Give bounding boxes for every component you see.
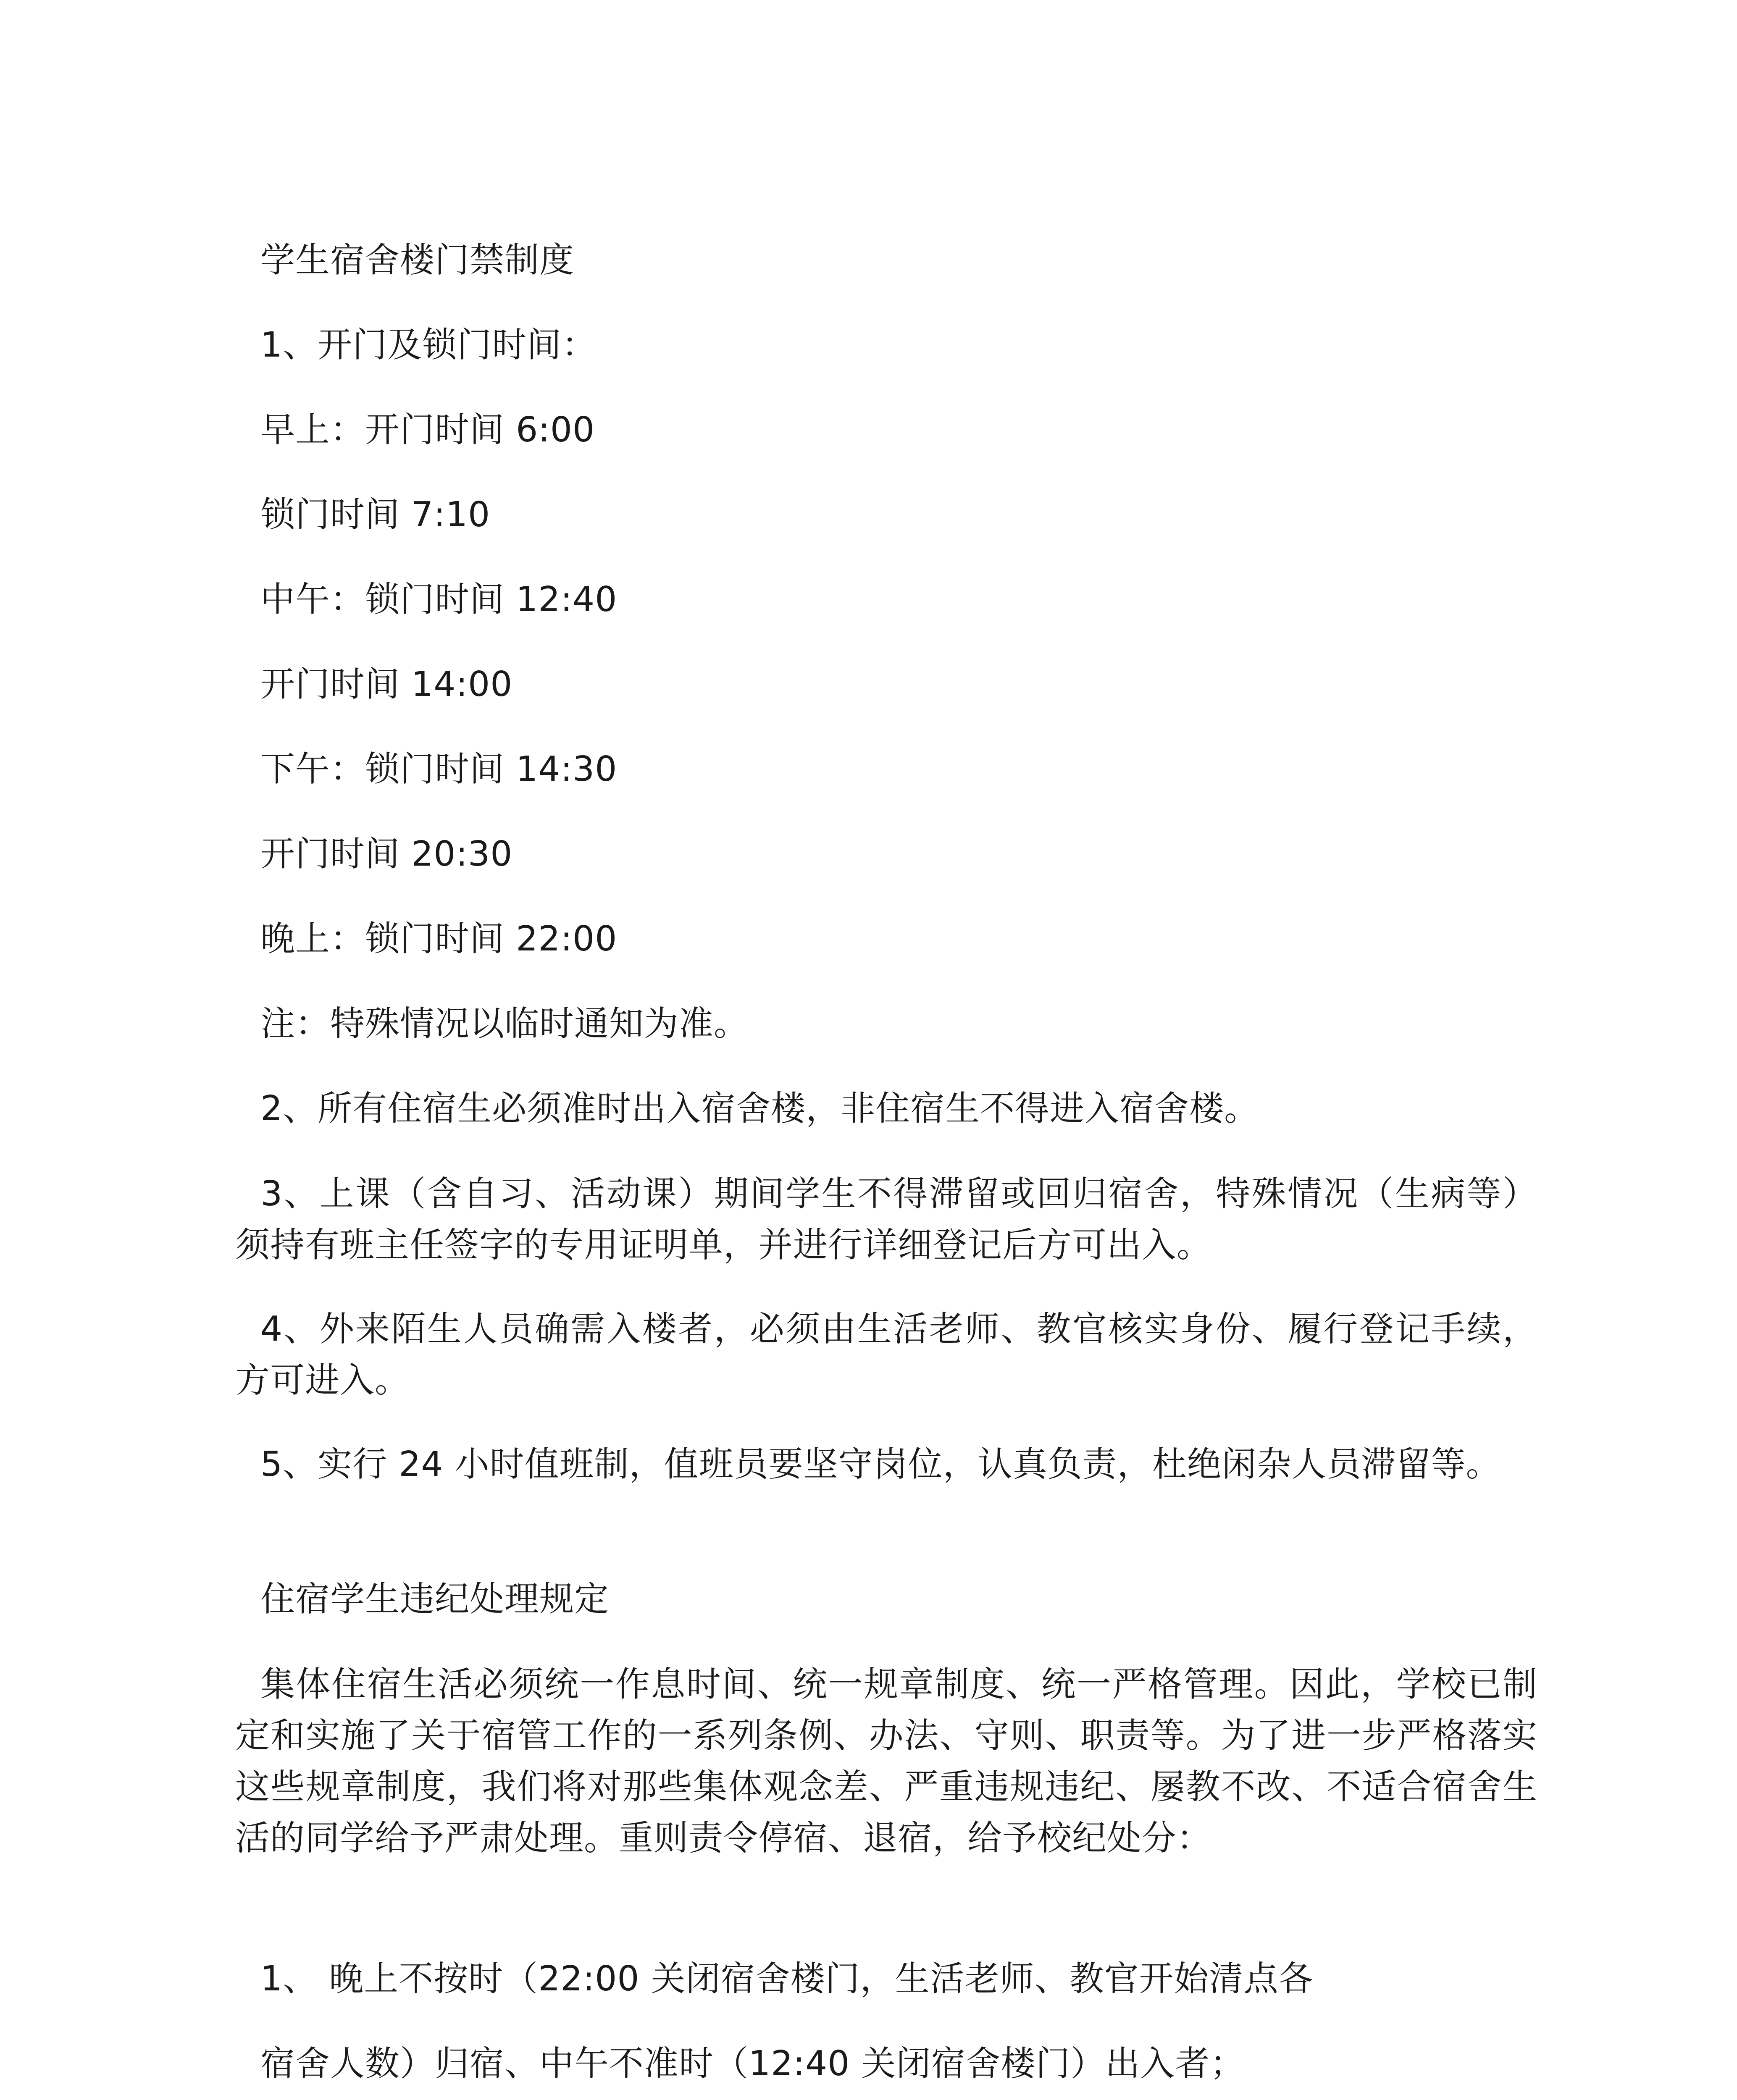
schedule-afternoon-open: 开门时间 20:30 — [260, 834, 513, 874]
rule-3: 3、上课（含自习、活动课）期间学生不得滞留或回归宿舍，特殊情况（生病等）须持有班主任签字的专用证明单，并进行详细登记后方可出入。 — [235, 1174, 1537, 1265]
schedule-noon-open: 开门时间 14:00 — [260, 664, 513, 704]
schedule-noon-lock: 中午：锁门时间 12:40 — [260, 580, 618, 620]
schedule-afternoon-lock: 下午：锁门时间 14:30 — [260, 749, 618, 789]
schedule-morning-lock: 锁门时间 7:10 — [260, 495, 491, 535]
section-subtitle: 住宿学生违纪处理规定 — [260, 1579, 610, 1619]
violation-item-1-line-2: 宿舍人数）归宿、中午不准时（12:40 关闭宿舍楼门）出入者； — [260, 2044, 1245, 2084]
rule-5: 5、实行 24 小时值班制，值班员要坚守岗位，认真负责，杜绝闲杂人员滞留等。 — [260, 1444, 1501, 1484]
violation-item-1-line-1: 1、 晚上不按时（22:00 关闭宿舍楼门，生活老师、教官开始清点各 — [260, 1959, 1314, 1999]
intro-paragraph: 集体住宿生活必须统一作息时间、统一规章制度、统一严格管理。因此，学校已制定和实施了关于宿管工作的一系列条例、办法、守则、职责等。为了进一步严格落实这些规章制度，我们将对那些集体观念差、严重违规违纪、屡教不改、不适合宿舍生活的同学给予严肃处理。重则责令停宿、退宿，给予校纪处分： — [235, 1664, 1537, 1858]
rule-2: 2、所有住宿生必须准时出入宿舍楼，非住宿生不得进入宿舍楼。 — [260, 1089, 1259, 1129]
section1-heading: 1、开门及锁门时间： — [260, 325, 597, 365]
document-title: 学生宿舍楼门禁制度 — [260, 240, 575, 280]
schedule-note: 注：特殊情况以临时通知为准。 — [260, 1004, 749, 1044]
rule-4: 4、外来陌生人员确需入楼者，必须由生活老师、教官核实身份、履行登记手续，方可进入。 — [235, 1309, 1537, 1400]
schedule-evening-lock: 晚上：锁门时间 22:00 — [260, 919, 618, 959]
schedule-morning-open: 早上：开门时间 6:00 — [260, 410, 595, 450]
